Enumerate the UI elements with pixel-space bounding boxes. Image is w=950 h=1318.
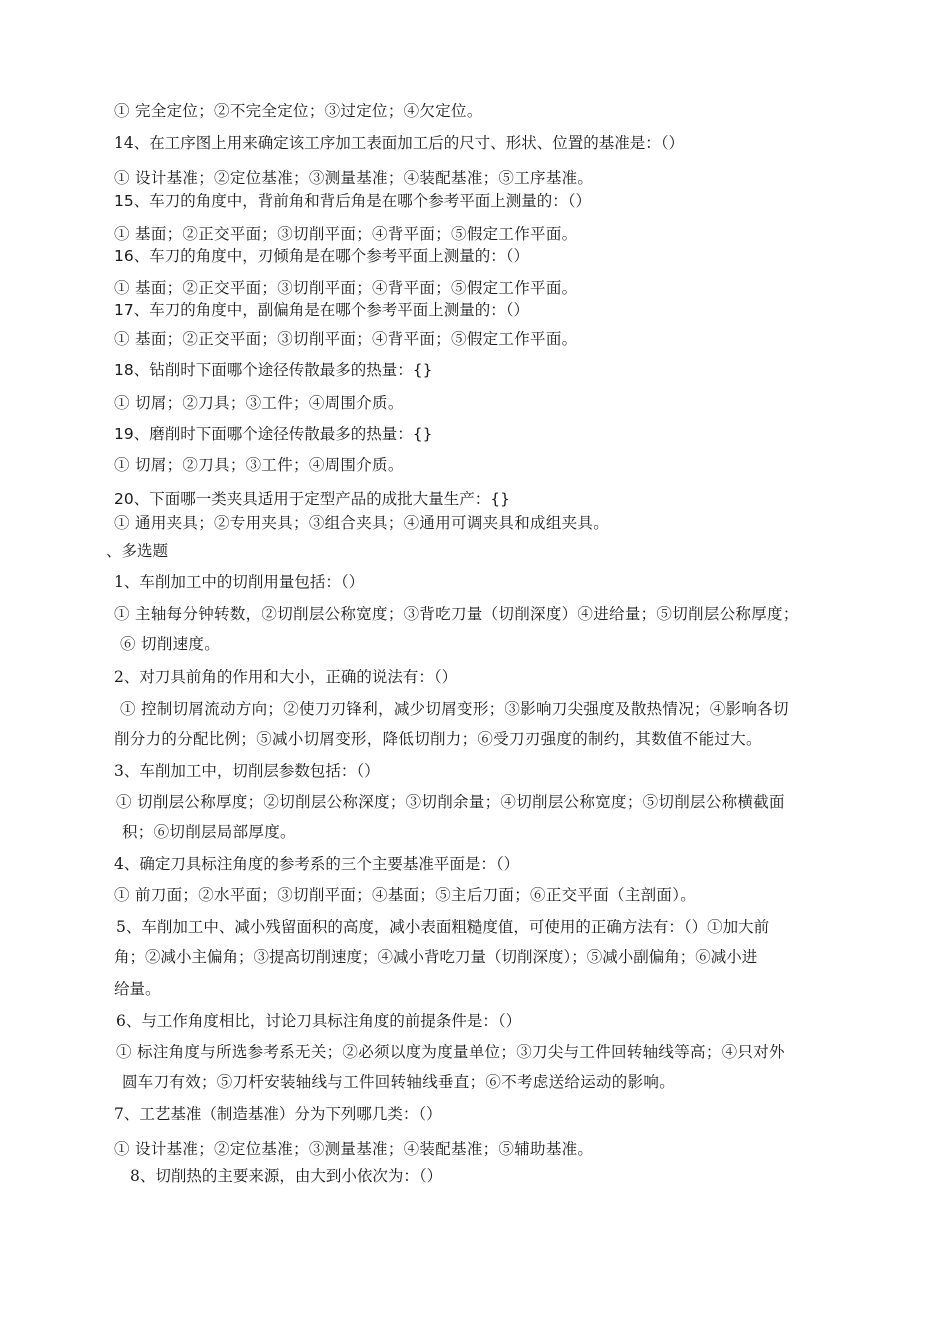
section-heading-multiple-choice: 、多选题	[106, 542, 169, 560]
answer-options-14: ① 设计基准；②定位基准；③测量基准；④装配基准；⑤工序基准。	[114, 169, 594, 187]
answer-options-18: ① 切屑；②刀具；③工件；④周围介质。	[114, 394, 404, 412]
multi-answer-options-7: ① 设计基准；②定位基准；③测量基准；④装配基准；⑤辅助基准。	[114, 1140, 594, 1158]
answer-options-15: ① 基面；②正交平面；③切削平面；④背平面；⑤假定工作平面。	[114, 225, 578, 243]
question-14: 14、在工序图上用来确定该工序加工表面加工后的尺寸、形状、位置的基准是：（）	[114, 134, 684, 152]
multi-answer-options-3-line-2: 积；⑥切削层局部厚度。	[122, 823, 296, 841]
question-19: 19、磨削时下面哪个途径传散最多的热量：{}	[114, 425, 433, 443]
multi-question-5-line-3: 给量。	[114, 980, 161, 998]
answer-options-20: ① 通用夹具；②专用夹具；③组合夹具；④通用可调夹具和成组夹具。	[114, 514, 610, 532]
answer-options-17: ① 基面；②正交平面；③切削平面；④背平面；⑤假定工作平面。	[114, 330, 578, 348]
multi-question-7: 7、工艺基准（制造基准）分为下列哪几类：（）	[114, 1105, 442, 1123]
question-15: 15、车刀的角度中，背前角和背后角是在哪个参考平面上测量的：（）	[114, 192, 591, 210]
question-20: 20、下面哪一类夹具适用于定型产品的成批大量生产：{}	[114, 490, 510, 508]
multi-answer-options-2-line-2: 削分力的分配比例；⑤减小切屑变形，降低切削力；⑥受刀刃强度的制约，其数值不能过大。	[114, 730, 762, 748]
multi-answer-options-6-line-2: 圆车刀有效；⑤刀杆安装轴线与工件回转轴线垂直；⑥不考虑送给运动的影响。	[122, 1073, 676, 1091]
question-16: 16、车刀的角度中，刃倾角是在哪个参考平面上测量的：（）	[114, 247, 529, 265]
multi-answer-options-6-line-1: ① 标注角度与所选参考系无关；②必须以度为度量单位；③刀尖与工件回转轴线等高；④只对外	[116, 1043, 785, 1061]
multi-question-5-line-2: 角；②减小主偏角；③提高切削速度；④减小背吃刀量（切削深度）；⑤减小副偏角；⑥减小进	[114, 948, 758, 966]
multi-question-3: 3、车削加工中，切削层参数包括：（）	[114, 762, 380, 780]
multi-question-8: 8、切削热的主要来源，由大到小依次为：（）	[130, 1167, 443, 1185]
answer-options-16: ① 基面；②正交平面；③切削平面；④背平面；⑤假定工作平面。	[114, 279, 578, 297]
multi-answer-options-3-line-1: ① 切削层公称厚度；②切削层公称深度；③切削余量；④切削层公称宽度；⑤切削层公称横截面	[116, 793, 785, 811]
multi-answer-options-1-line-1: ① 主轴每分钟转数，②切削层公称宽度；③背吃刀量（切削深度）④进给量；⑤切削层公称厚度；	[114, 605, 799, 623]
multi-answer-options-4: ① 前刀面；②水平面；③切削平面；④基面；⑤主后刀面；⑥正交平面（主剖面）。	[114, 886, 697, 904]
question-17: 17、车刀的角度中，副偏角是在哪个参考平面上测量的：（）	[114, 301, 529, 319]
multi-answer-options-2-line-1: ① 控制切屑流动方向；②使刀刃锋利，减少切屑变形；③影响刀尖强度及散热情况；④影响各切	[120, 700, 789, 718]
multi-question-1: 1、车削加工中的切削用量包括：（）	[114, 573, 365, 591]
multi-question-6: 6、与工作角度相比，讨论刀具标注角度的前提条件是：（）	[116, 1012, 522, 1030]
question-18: 18、钻削时下面哪个途径传散最多的热量：{}	[114, 361, 433, 379]
multi-question-4: 4、确定刀具标注角度的参考系的三个主要基准平面是：（）	[114, 855, 520, 873]
multi-question-2: 2、对刀具前角的作用和大小，正确的说法有：（）	[114, 668, 458, 686]
answer-options-13: ① 完全定位；②不完全定位；③过定位；④欠定位。	[114, 102, 483, 120]
answer-options-19: ① 切屑；②刀具；③工件；④周围介质。	[114, 456, 404, 474]
multi-question-5-line-1: 5、车削加工中、减小残留面积的高度，减小表面粗糙度值，可使用的正确方法有：（）①加大前	[116, 918, 770, 936]
multi-answer-options-1-line-2: ⑥ 切削速度。	[120, 635, 221, 653]
